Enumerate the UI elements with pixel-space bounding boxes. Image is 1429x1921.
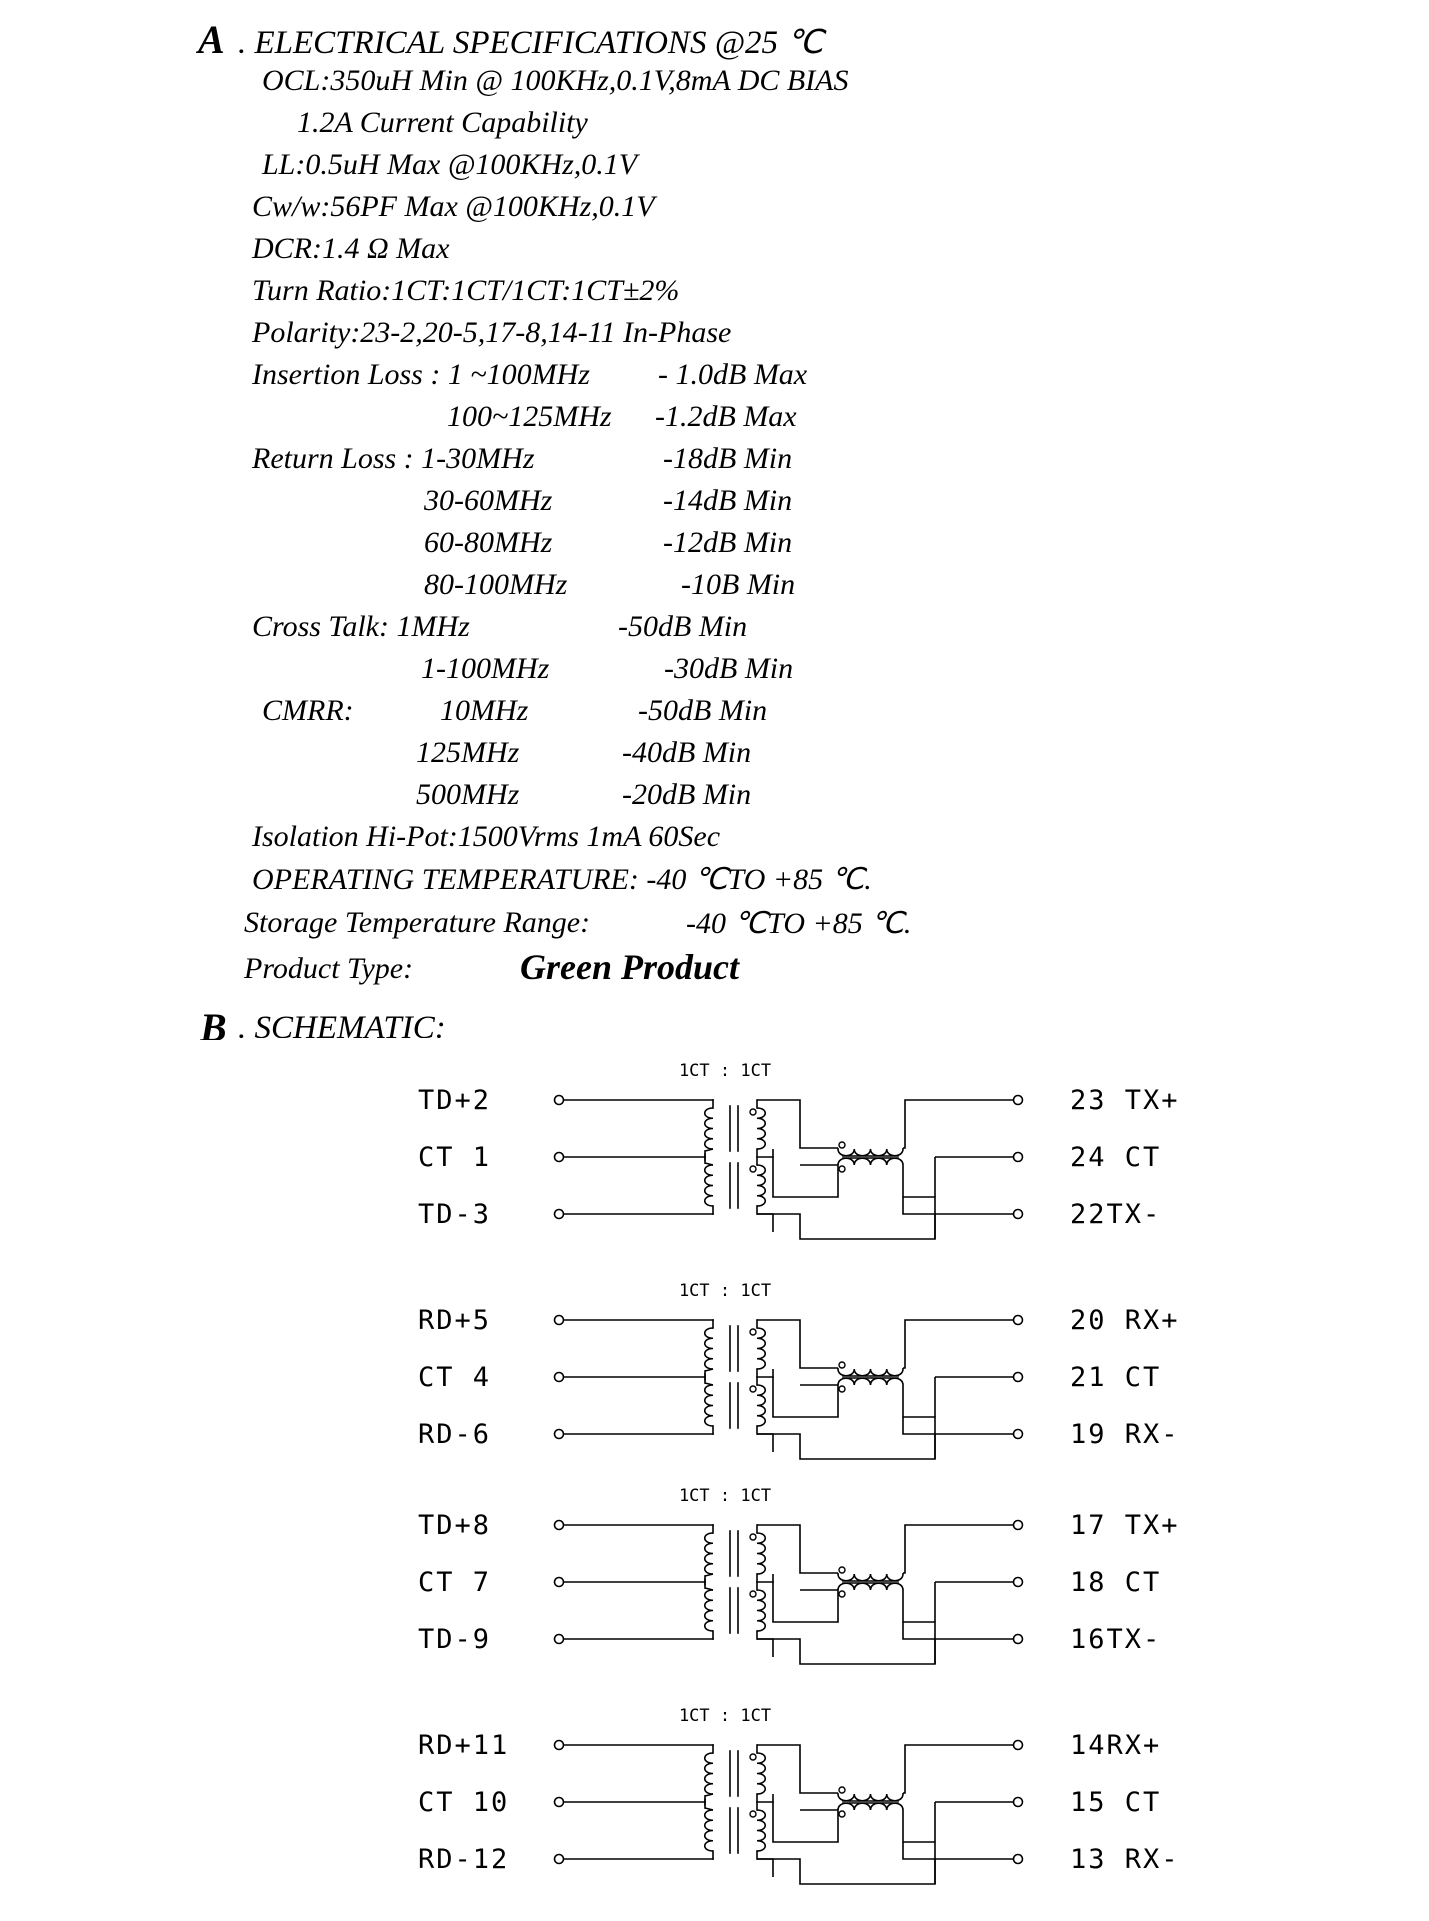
spec-leakage-inductance: LL:0.5uH Max @100KHz,0.1V [262,148,638,181]
terminal-left [555,1635,564,1644]
terminal-left [555,1153,564,1162]
wire [757,1859,773,1877]
spec-insertion-loss-value-2: -1.2dB Max [655,400,797,433]
spec-return-loss-value-2: -14dB Min [663,484,793,517]
spec-return-loss-range-4: 80-100MHz [424,568,568,601]
terminal-left [555,1316,564,1325]
wire [757,1434,773,1452]
spec-storage-temperature-label: Storage Temperature Range: [244,906,591,939]
pin-label-right: 14RX+ [1070,1730,1162,1761]
terminal-right [1014,1635,1023,1644]
terminal-left [555,1096,564,1105]
polarity-dot [750,1109,756,1115]
winding-coil [757,1753,765,1794]
choke-coil [838,1158,903,1165]
wire [705,1369,713,1371]
wire [705,1588,713,1590]
choke-coil [838,1378,903,1385]
pin-label-right: 22TX- [1070,1199,1162,1230]
section-a-title: . ELECTRICAL SPECIFICATIONS @25 ℃ [238,25,824,61]
spec-cmrr-range-2: 125MHz [416,736,520,769]
section-b-title: . SCHEMATIC: [238,1010,446,1038]
spec-return-loss-label: Return Loss : 1-30MHz [252,442,535,475]
choke-input-bottom [773,1582,838,1622]
choke-output-bottom [903,1622,1013,1639]
pin-label-left: RD+5 [418,1305,492,1336]
terminal-right [1014,1521,1023,1530]
spec-return-loss-value-1: -18dB Min [663,442,793,475]
choke-input-top [757,1320,838,1368]
spec-return-loss-range-2: 30-60MHz [424,484,553,517]
spec-ocl: OCL:350uH Min @ 100KHz,0.1V,8mA DC BIAS [262,64,849,97]
polarity-dot [750,1386,756,1392]
pin-label-left: TD+8 [418,1510,492,1541]
terminal-right [1014,1855,1023,1864]
spec-return-loss-value-4: -10B Min [681,568,796,601]
spec-insertion-loss-range-2: 100~125MHz [447,400,612,433]
choke-bottom-loop [757,1590,935,1664]
polarity-dot [750,1534,756,1540]
choke-input-top [757,1525,838,1573]
spec-operating-temperature: OPERATING TEMPERATURE: -40 ℃TO +85 ℃. [252,863,872,896]
pin-label-left: CT 10 [418,1787,510,1818]
terminal-left [555,1430,564,1439]
winding-coil [705,1385,713,1426]
choke-coil [838,1803,903,1810]
pin-label-right: 20 RX+ [1070,1305,1180,1336]
spec-polarity: Polarity:23-2,20-5,17-8,14-11 In-Phase [252,316,732,349]
pin-label-left: CT 7 [418,1567,492,1598]
wire [705,1383,713,1385]
terminal-right [1014,1153,1023,1162]
schematic-channel-1 [418,1061,1180,1239]
polarity-dot [750,1754,756,1760]
wire [705,1808,713,1810]
terminal-left [555,1741,564,1750]
pin-label-left: CT 1 [418,1142,492,1173]
choke-output-top [903,1100,1013,1148]
winding-coil [705,1533,713,1574]
turn-ratio-label: 1CT : 1CT [678,1061,772,1081]
choke-coil [838,1574,903,1581]
terminal-right [1014,1373,1023,1382]
spec-insertion-loss-value-1: - 1.0dB Max [658,358,808,391]
choke-bottom-loop [757,1810,935,1884]
pin-label-right: 17 TX+ [1070,1510,1180,1541]
turn-ratio-label: 1CT : 1CT [678,1486,772,1506]
polarity-dot [839,1567,845,1573]
choke-input-bottom [773,1157,838,1197]
polarity-dot [750,1329,756,1335]
terminal-left [555,1521,564,1530]
winding-coil [757,1810,765,1851]
terminal-right [1014,1741,1023,1750]
choke-bottom-loop [757,1385,935,1459]
spec-return-loss-range-3: 60-80MHz [424,526,553,559]
pin-label-left: TD+2 [418,1085,492,1116]
choke-output-top [903,1525,1013,1573]
schematic-channel-3 [418,1486,1180,1664]
terminal-right [1014,1096,1023,1105]
pin-label-left: RD+11 [418,1730,510,1761]
choke-bottom-loop [757,1165,935,1239]
terminal-right [1014,1798,1023,1807]
choke-input-top [757,1100,838,1148]
wire [757,1639,773,1657]
winding-coil [705,1810,713,1851]
choke-output-bottom [903,1842,1013,1859]
polarity-dot [750,1166,756,1172]
pin-label-right: 18 CT [1070,1567,1162,1598]
winding-coil [757,1165,765,1206]
wire [705,1574,713,1576]
spec-cross-talk-value-2: -30dB Min [664,652,794,685]
choke-output-top [903,1320,1013,1368]
choke-output-bottom [903,1197,1013,1214]
spec-insertion-loss-label: Insertion Loss : 1 ~100MHz [252,358,590,391]
pin-label-right: 23 TX+ [1070,1085,1180,1116]
winding-coil [705,1108,713,1149]
polarity-dot [839,1386,845,1392]
spec-isolation-hipot: Isolation Hi-Pot:1500Vrms 1mA 60Sec [252,820,721,853]
wire [705,1149,713,1151]
pin-label-left: TD-9 [418,1624,492,1655]
polarity-dot [839,1811,845,1817]
winding-coil [757,1108,765,1149]
section-a-letter: A [198,17,225,62]
winding-coil [757,1385,765,1426]
spec-cmrr-value-2: -40dB Min [622,736,752,769]
winding-coil [757,1590,765,1631]
choke-input-bottom [773,1377,838,1417]
pin-label-right: 19 RX- [1070,1419,1180,1450]
terminal-left [555,1798,564,1807]
spec-product-type-value: Green Product [520,947,739,987]
spec-cmrr-value-1: -50dB Min [638,694,768,727]
choke-input-top [757,1745,838,1793]
choke-coil [838,1583,903,1590]
pin-label-left: RD-12 [418,1844,510,1875]
polarity-dot [839,1787,845,1793]
schematic-channel-4 [418,1706,1180,1884]
spec-cross-talk-range-2: 1-100MHz [421,652,550,685]
polarity-dot [839,1166,845,1172]
pin-label-left: TD-3 [418,1199,492,1230]
winding-coil [705,1753,713,1794]
winding-coil [705,1590,713,1631]
spec-current-capability: 1.2A Current Capability [297,106,588,139]
spec-cross-talk-label: Cross Talk: 1MHz [252,610,470,643]
section-b-letter: B [200,1005,227,1040]
winding-coil [757,1328,765,1369]
spec-cmrr-range-1: 10MHz [440,694,529,727]
wire [757,1214,773,1232]
choke-coil [838,1794,903,1801]
schematic-channel-2 [418,1281,1180,1459]
pin-label-right: 13 RX- [1070,1844,1180,1875]
spec-cmrr-value-3: -20dB Min [622,778,752,811]
terminal-left [555,1855,564,1864]
polarity-dot [750,1591,756,1597]
terminal-right [1014,1316,1023,1325]
terminal-left [555,1578,564,1587]
spec-dcr: DCR:1.4 Ω Max [252,232,450,265]
pin-label-right: 15 CT [1070,1787,1162,1818]
winding-coil [705,1328,713,1369]
choke-coil [838,1369,903,1376]
polarity-dot [839,1362,845,1368]
spec-storage-temperature-value: -40 ℃TO +85 ℃. [686,907,912,940]
pin-label-right: 24 CT [1070,1142,1162,1173]
spec-capacitance: Cw/w:56PF Max @100KHz,0.1V [252,190,655,223]
pin-label-right: 21 CT [1070,1362,1162,1393]
pin-label-right: 16TX- [1070,1624,1162,1655]
choke-input-bottom [773,1802,838,1842]
terminal-right [1014,1430,1023,1439]
terminal-right [1014,1578,1023,1587]
terminal-left [555,1373,564,1382]
spec-cmrr-label: CMRR: [262,694,354,727]
polarity-dot [839,1591,845,1597]
turn-ratio-label: 1CT : 1CT [678,1706,772,1726]
pin-label-left: RD-6 [418,1419,492,1450]
spec-cross-talk-value-1: -50dB Min [618,610,748,643]
polarity-dot [839,1142,845,1148]
polarity-dot [750,1811,756,1817]
wire [705,1163,713,1165]
turn-ratio-label: 1CT : 1CT [678,1281,772,1301]
winding-coil [705,1165,713,1206]
choke-output-bottom [903,1417,1013,1434]
choke-output-top [903,1745,1013,1793]
terminal-right [1014,1210,1023,1219]
spec-product-type-label: Product Type: [244,952,414,985]
terminal-left [555,1210,564,1219]
wire [705,1794,713,1796]
spec-cmrr-range-3: 500MHz [416,778,520,811]
choke-coil [838,1149,903,1156]
pin-label-left: CT 4 [418,1362,492,1393]
spec-turn-ratio: Turn Ratio:1CT:1CT/1CT:1CT±2% [252,274,680,307]
spec-return-loss-value-3: -12dB Min [663,526,793,559]
winding-coil [757,1533,765,1574]
